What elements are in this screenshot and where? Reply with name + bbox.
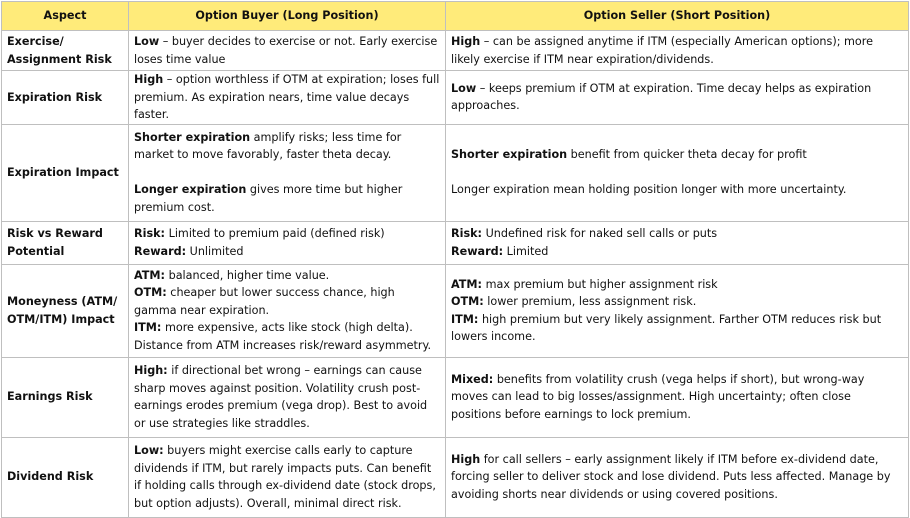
line <box>451 276 903 294</box>
rating-label: Mixed: <box>451 372 494 386</box>
line <box>451 243 903 261</box>
cell-text: benefits from volatility crush (vega helps if short), but wrong-way moves can lead to big losses/assignment. High uncertainty; often close positions before earnings to lock premium. <box>451 372 865 421</box>
seller-cell <box>446 31 909 71</box>
row-expiration-risk <box>2 71 909 125</box>
rating-label: Longer expiration <box>134 183 247 197</box>
cell-text: more expensive, acts like stock (high delta). Distance from ATM increases risk/reward asymmetry. <box>134 321 432 352</box>
aspect-cell: Risk vs Reward Potential <box>2 221 129 264</box>
rating-label: OTM: <box>134 286 167 300</box>
paragraph <box>451 146 903 164</box>
seller-cell <box>446 357 909 437</box>
row-exercise <box>2 31 909 71</box>
seller-cell <box>446 71 909 125</box>
seller-cell <box>446 264 909 357</box>
rating-label: ATM: <box>451 277 483 291</box>
cell-text: gives more time but higher premium cost. <box>134 183 403 214</box>
header-aspect: Aspect <box>2 2 129 31</box>
aspect-cell: Moneyness (ATM/ OTM/ITM) Impact <box>2 264 129 357</box>
rating-label: ITM: <box>451 312 479 326</box>
rating-label: ATM: <box>134 268 166 282</box>
rating-label: Low <box>451 81 477 95</box>
line <box>134 225 440 243</box>
rating-label: High <box>134 73 164 86</box>
rating-label: High <box>451 35 481 48</box>
buyer-cell <box>129 71 446 125</box>
rating-label: ITM: <box>134 321 162 335</box>
line <box>134 267 440 285</box>
rating-label: OTM: <box>451 295 484 308</box>
cell-text: Unlimited <box>186 244 244 258</box>
rating-label: High: <box>134 364 168 377</box>
row-dividend <box>2 437 909 517</box>
aspect-cell: Earnings Risk <box>2 357 129 437</box>
cell-text: – keeps premium if OTM at expiration. Time decay helps as expiration approaches. <box>451 81 872 113</box>
buyer-cell <box>129 31 446 71</box>
paragraph <box>134 129 440 164</box>
cell-text: cheaper but lower success chance, high gamma near expiration. <box>134 286 395 317</box>
rating-label: Low: <box>134 444 164 457</box>
cell-text: Limited <box>503 244 549 258</box>
rating-label: Risk: <box>451 227 483 240</box>
rating-label: Shorter expiration <box>451 148 568 162</box>
cell-text: if directional bet wrong – earnings can cause sharp moves against position. Volatility crush post-earnings erodes premium (vega drop). Best to avoid or use strategies like straddles. <box>134 364 428 430</box>
cell-text: high premium but very likely assignment. Farther OTM reduces risk but lowers income. <box>451 312 882 343</box>
row-earnings <box>2 357 909 437</box>
header-seller: Option Seller (Short Position) <box>446 2 909 31</box>
cell-text: lower premium, less assignment risk. <box>483 295 697 308</box>
header-buyer: Option Buyer (Long Position) <box>129 2 446 31</box>
rating-label: Low <box>134 35 160 48</box>
buyer-cell <box>129 124 446 221</box>
buyer-cell <box>129 264 446 357</box>
line <box>134 243 440 261</box>
cell-text: Undefined risk for naked sell calls or puts <box>482 227 718 240</box>
line <box>134 284 440 319</box>
line <box>451 225 903 243</box>
cell-text: Limited to premium paid (defined risk) <box>165 227 385 240</box>
rating-label: High <box>451 452 481 466</box>
seller-cell <box>446 221 909 264</box>
comparison-table <box>1 1 909 518</box>
cell-text: Longer expiration mean holding position longer with more uncertainty. <box>451 183 847 197</box>
cell-text: for call sellers – early assignment likely if ITM before ex-dividend date, forcing seller to deliver stock and lose dividend. Puts less affected. Manage by avoiding shorts near dividends or using covered positions. <box>451 452 891 501</box>
cell-text: benefit from quicker theta decay for profit <box>567 148 807 162</box>
rating-label: Risk: <box>134 227 166 240</box>
buyer-cell <box>129 357 446 437</box>
line <box>134 319 440 354</box>
cell-text: – can be assigned anytime if ITM (especially American options); more likely exercise if ITM near expiration/dividends. <box>451 35 874 66</box>
rating-label: Reward: <box>134 244 187 258</box>
cell-text: max premium but higher assignment risk <box>482 277 718 291</box>
rating-label: Reward: <box>451 244 504 258</box>
cell-text: – buyer decides to exercise or not. Early exercise loses time value <box>134 35 438 66</box>
row-expiration-impact <box>2 124 909 221</box>
rating-label: Shorter expiration <box>134 130 251 144</box>
aspect-cell: Expiration Impact <box>2 124 129 221</box>
seller-cell <box>446 437 909 517</box>
aspect-cell: Exercise/ Assignment Risk <box>2 31 129 71</box>
cell-text: buyers might exercise calls early to capture dividends if ITM, but rarely impacts puts. Can benefit if holding calls through ex-dividend date (stock drops, but option adjusts). Overall, minimal direct risk. <box>134 444 436 510</box>
cell-text: amplify risks; less time for market to move favorably, faster theta decay. <box>134 130 402 162</box>
paragraph <box>134 181 440 216</box>
line <box>451 311 903 346</box>
row-risk-reward <box>2 221 909 264</box>
row-moneyness <box>2 264 909 357</box>
cell-text: balanced, higher time value. <box>165 268 330 282</box>
header-row <box>2 2 909 31</box>
aspect-cell: Expiration Risk <box>2 71 129 125</box>
line <box>451 293 903 311</box>
aspect-cell: Dividend Risk <box>2 437 129 517</box>
seller-cell <box>446 124 909 221</box>
buyer-cell <box>129 437 446 517</box>
buyer-cell <box>129 221 446 264</box>
cell-text: – option worthless if OTM at expiration; loses full premium. As expiration nears, time value decays faster. <box>134 73 440 121</box>
